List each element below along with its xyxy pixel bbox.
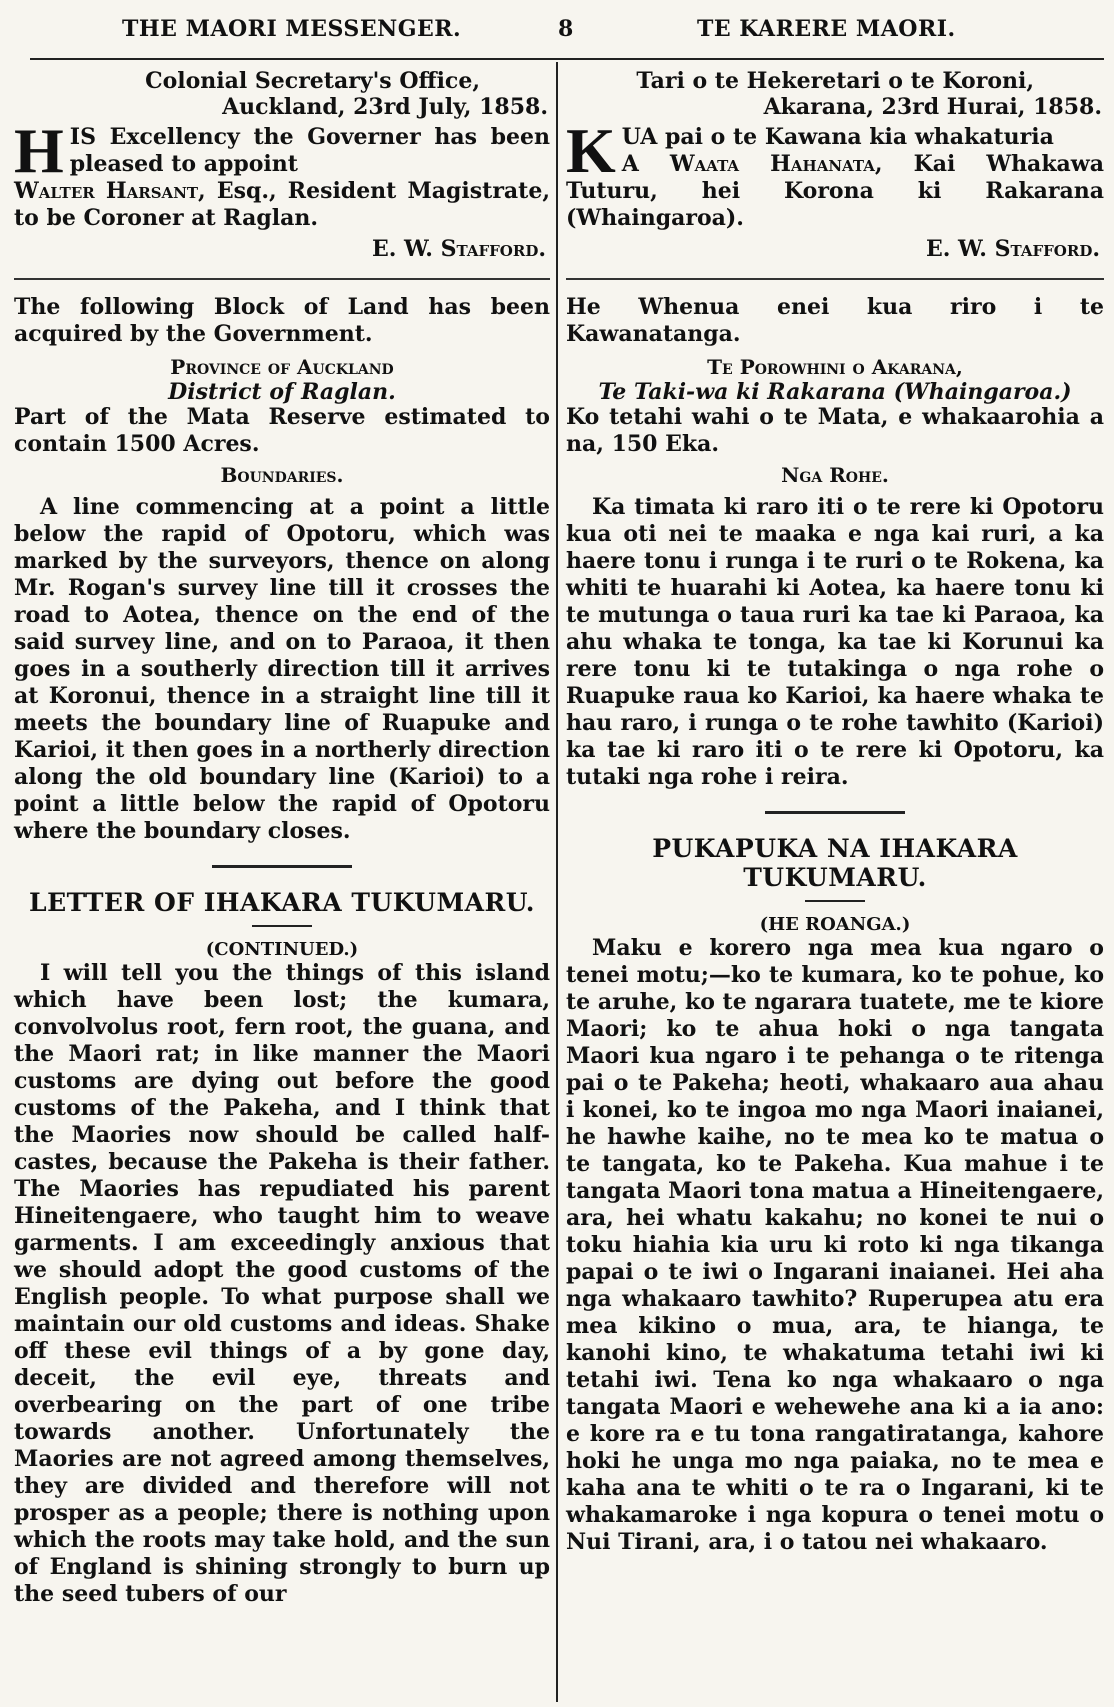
article-continued: (HE ROANGA.) [759,914,911,935]
province-heading: Te Porowhini o Akarana, [707,355,963,379]
boundaries-text: Ka timata ki raro iti o te rere ki Opotoru kua oti nei te maaka e nga kai ruri, a ka haere tonu i runga i te ruri o te Rokena, ka whiti te huarahi ki Aotea, ka haere tonu ki te mutunga o taua ruri ka tae ki Paraoa, ka ahu whaka te tonga, ka tae ki Korunui ka rere tonu ki te tutakinga o nga rohe o Ruapuke raua ko Karioi, ka haere whaka te hau raro, i runga o te rohe tawhito (Karioi) ka tae ki raro iti o te rere ki Opotoru, ka tutaki nga rohe i reira. [566,494,1104,790]
english-column [14,62,550,1608]
land-description: Ko tetahi wahi o te Mata, e whakaarohia a na, 150 Eka. [566,404,1104,457]
section-divider [14,278,550,280]
article-body: Maku e korero nga mea kua ngaro o tenei motu;—ko te kumara, ko te pohue, ko te aruhe, ko te ngarara tuatete, me te kiore Maori; ko te ahua hoki o nga tangata Maori kua ngaro i te pehanga o te ritenga pai o te Pakeha; heoti, whakaaro aua ahau i konei, ko te ingoa mo nga Maori inaianei, he hawhe kaihe, no te mea ko te matua o te tangata, ko te Pakeha. Kua mahue i te tangata Maori tona matua a Hineitengaere, ara, hei whatu kakahu; no konei te nui o toku hiahia kia uru ki roto ki nga tikanga papai o te iwi o Ingarani inaianei. Hei aha nga whakaaro tawhito? Ruperupea atu era mea kikino o mua, ara, te hianga, te kanohi kino, te whakatuma tetahi iwi ki tetahi iwi. Tena ko nga whakaaro o nga tangata Maori e wehewehe ana ki a ia ano: e kore ra e tu tona rangatiratanga, kahore hoki he unga mo nga paiaka, no te mea e kaha ana te whiti o te ra o Ingarani, ki te whakamaroke i nga kopura o tenei motu o Nui Tirani, ara, i o tatou nei whakaaro. [566,935,1105,1555]
appointee-name: Walter Harsant, [14,178,206,204]
boundaries-heading: Nga Rohe. [781,463,889,487]
district-heading: District of Raglan. [168,379,396,405]
notice-text: IS Excellency the Governer has been pleased to appoint [69,124,550,177]
title-rule [805,900,865,902]
column-divider [556,62,558,1702]
boundaries-heading: Boundaries. [220,463,344,487]
notice-text: UA pai o te Kawana kia whakaturia [621,124,1054,150]
notice-text-continued: Esq., Resident Magistrate, to be Coroner at Raglan. [14,178,550,231]
appointment-notice [14,115,550,232]
notice-signature: E. W. Stafford. [371,236,546,262]
land-intro: He Whenua enei kua riro i te Kawanatanga. [566,294,1104,347]
header-left-title: THE MAORI MESSENGER. [122,16,462,42]
land-intro: The following Block of Land has been acquired by the Government. [14,294,550,347]
section-divider [566,278,1104,280]
page-number: 8 [558,16,574,42]
notice-date: Auckland, 23rd July, 1858. [222,94,548,120]
notice-office: Colonial Secretary's Office, [145,68,480,94]
appointment-notice [566,115,1105,232]
land-description: Part of the Mata Reserve estimated to contain 1500 Acres. [14,404,550,457]
drop-cap: H [14,115,64,186]
article-title: PUKAPUKA NA IHAKARA TUKUMARU. [652,834,1018,892]
section-divider [765,811,905,814]
district-heading: Te Taki-wa ki Rakarana (Whaingaroa.) [598,379,1072,405]
notice-date: Akarana, 23rd Hurai, 1858. [763,94,1102,120]
title-rule [252,925,312,927]
section-divider [212,865,352,868]
province-heading: Province of Auckland [170,355,394,379]
boundaries-text: A line commencing at a point a little below the rapid of Opotoru, which was marked by the surveyors, thence on along Mr. Rogan's survey line till it crosses the road to Aotea, thence on the end of the said survey line, and on to Paraoa, it then goes in a southerly direction till it arrives at Koronui, thence in a straight line till it meets the boundary line of Ruapuke and Karioi, it then goes in a northerly direction along the old boundary line (Karioi) to a point a little below the rapid of Opotoru where the boundary closes. [14,494,550,844]
article-continued: (CONTINUED.) [205,939,359,960]
page-header [0,8,1114,52]
notice-signature: E. W. Stafford. [925,236,1100,262]
article-title: LETTER OF IHAKARA TUKUMARU. [28,888,536,917]
notice-text-continued: Kai Whakawa Tuturu, hei Korona ki Rakarana (Whaingaroa). [566,151,1105,231]
maori-column [566,62,1104,1556]
header-rule [30,58,1104,60]
header-right-title: TE KARERE MAORI. [697,16,956,42]
drop-cap: K [566,115,616,186]
notice-office: Tari o te Hekeretari o te Koroni, [636,68,1034,94]
article-body: I will tell you the things of this island which have been lost; the kumara, convolvolus root, fern root, the guana, and the Maori rat; in like manner the Maori customs are dying out before the good customs of the Pakeha, and I think that the Maories now should be called half-castes, because the Pakeha is their father. The Maories has repudiated his parent Hineitengaere, who taught him to weave garments. I am exceedingly anxious that we should adopt the good customs of the English people. To what purpose shall we maintain our old customs and ideas. Shake off these evil things of a by gone day, deceit, the evil eye, threats and overbearing on the part of one tribe towards another. Unfortunately the Maories are not agreed among themselves, they are divided and therefore will not prosper as a people; there is nothing upon which the roots may take hold, and the sun of England is shining strongly to burn up the seed tubers of our [14,960,550,1607]
appointee-name: A Waata Hahanata, [621,151,883,177]
